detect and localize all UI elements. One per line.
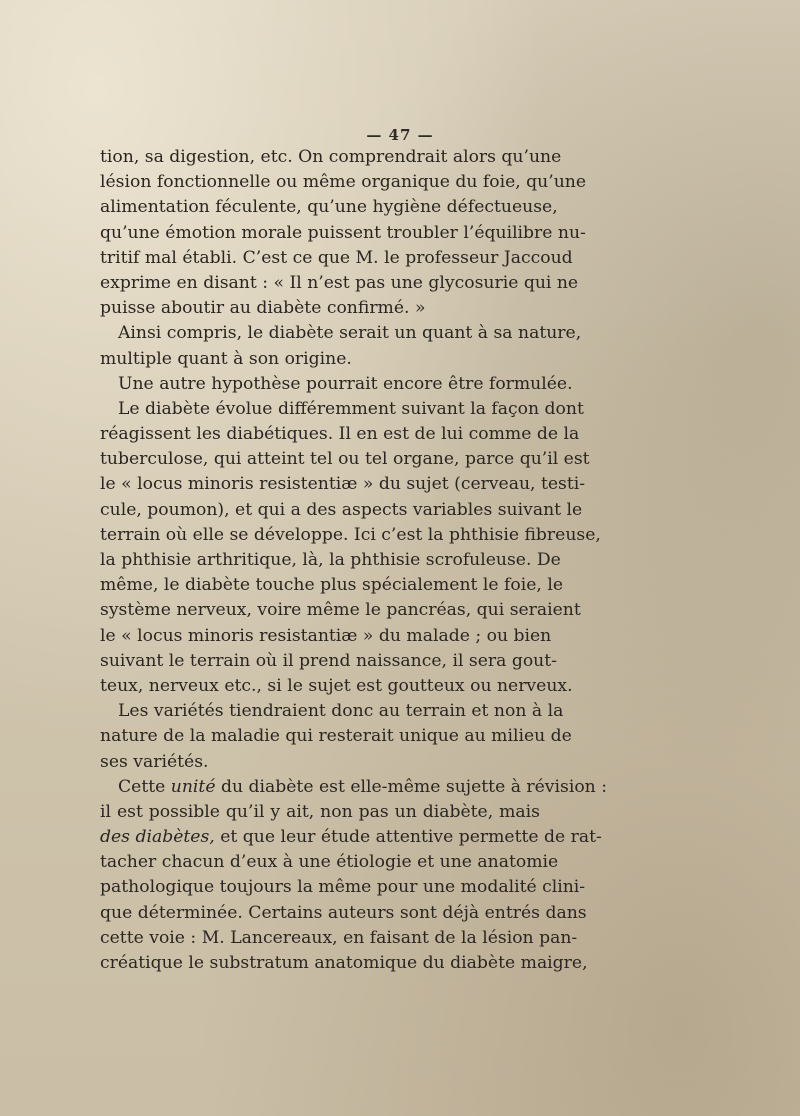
text-run: terrain où elle se développe. Ici c’est la phthisie fibreuse, <box>100 524 601 545</box>
text-line <box>100 422 580 447</box>
text-run: Les variétés tiendraient donc au terrain et non à la <box>118 701 564 722</box>
text-line <box>100 296 540 321</box>
text-line <box>100 699 564 724</box>
text-line <box>100 926 578 951</box>
text-line <box>100 875 586 900</box>
text-line <box>100 724 572 749</box>
text-run: il est possible qu’il y ait, non pas un diabète, mais <box>100 801 540 822</box>
text-line <box>100 825 602 850</box>
text-line <box>100 523 601 548</box>
text-line <box>100 447 590 472</box>
text-run: suivant le terrain où il prend naissance, il sera gout- <box>100 650 557 671</box>
text-line <box>100 649 557 674</box>
text-line <box>100 573 564 598</box>
text-line <box>100 271 579 296</box>
text-run: et que leur étude attentive permette de rat- <box>214 827 602 848</box>
text-line <box>100 674 573 699</box>
text-run: nature de la maladie qui resterait unique au milieu de <box>100 726 572 747</box>
text-run: Cette <box>118 776 171 797</box>
text-run: le « locus minoris resistentiæ » du sujet (cerveau, testi- <box>100 474 586 495</box>
text-run: tacher chacun d’eux à une étiologie et une anatomie <box>100 852 559 873</box>
text-run: teux, nerveux etc., si le sujet est goutteux ou nerveux. <box>100 675 573 696</box>
text-run: créatique le substratum anatomique du diabète maigre, <box>100 953 588 973</box>
text-line <box>100 397 584 422</box>
text-line <box>100 347 540 372</box>
text-run: lésion fonctionnelle ou même organique du foie, qu’une <box>100 172 587 193</box>
text-line <box>100 800 540 825</box>
text-run: tritif mal établi. C’est ce que M. le professeur Jaccoud <box>100 247 573 268</box>
text-line <box>100 850 559 875</box>
text-line <box>100 246 573 271</box>
text-run: qu’une émotion morale puissent troubler l’équilibre nu- <box>100 222 586 243</box>
text-line <box>100 321 582 346</box>
text-run: cette voie : M. Lancereaux, en faisant de la lésion pan- <box>100 927 578 948</box>
text-run: puisse aboutir au diabète confirmé. » <box>100 298 426 319</box>
text-line <box>100 548 561 573</box>
text-run: Le diabète évolue différemment suivant la façon dont <box>118 398 584 419</box>
text-run: même, le diabète touche plus spécialement le foie, le <box>100 575 564 596</box>
text-line <box>100 372 573 397</box>
text-run: multiple quant à son origine. <box>100 348 352 369</box>
text-run: ses variétés. <box>100 751 209 772</box>
text-line <box>100 901 587 926</box>
text-line <box>100 145 562 170</box>
text-run: alimentation féculente, qu’une hygiène défectueuse, <box>100 197 558 218</box>
text-line <box>100 951 588 976</box>
body-text <box>100 145 608 976</box>
text-line <box>100 498 583 523</box>
page-number: — 47 — <box>366 126 434 144</box>
text-run: cule, poumon), et qui a des aspects variables suivant le <box>100 499 583 520</box>
text-run: exprime en disant : « Il n’est pas une glycosurie qui ne <box>100 272 579 293</box>
text-line <box>100 775 608 800</box>
text-line <box>100 472 586 497</box>
text-run: système nerveux, voire même le pancréas, qui seraient <box>100 600 581 621</box>
text-run: tion, sa digestion, etc. On comprendrait alors qu’une <box>100 147 562 167</box>
text-run: Une autre hypothèse pourrait encore être formulée. <box>118 373 573 394</box>
text-run: le « locus minoris resistantiæ » du malade ; ou bien <box>100 625 552 646</box>
text-line <box>100 221 586 246</box>
text-line <box>100 598 581 623</box>
text-line <box>100 195 558 220</box>
text-line <box>100 624 552 649</box>
text-line <box>100 170 587 195</box>
text-run: Ainsi compris, le diabète serait un quant à sa nature, <box>118 323 582 344</box>
text-run: que déterminée. Certains auteurs sont déjà entrés dans <box>100 902 587 923</box>
text-run: du diabète est elle-même sujette à révision : <box>215 776 608 797</box>
text-run: la phthisie arthritique, là, la phthisie scrofuleuse. De <box>100 550 561 570</box>
text-line <box>100 750 540 775</box>
italic-text: unité <box>170 776 216 797</box>
text-run: pathologique toujours la même pour une modalité clini- <box>100 877 586 898</box>
text-run: tuberculose, qui atteint tel ou tel organe, parce qu’il est <box>100 449 590 470</box>
italic-text: des diabètes, <box>100 827 215 848</box>
text-run: réagissent les diabétiques. Il en est de lui comme de la <box>100 424 580 445</box>
